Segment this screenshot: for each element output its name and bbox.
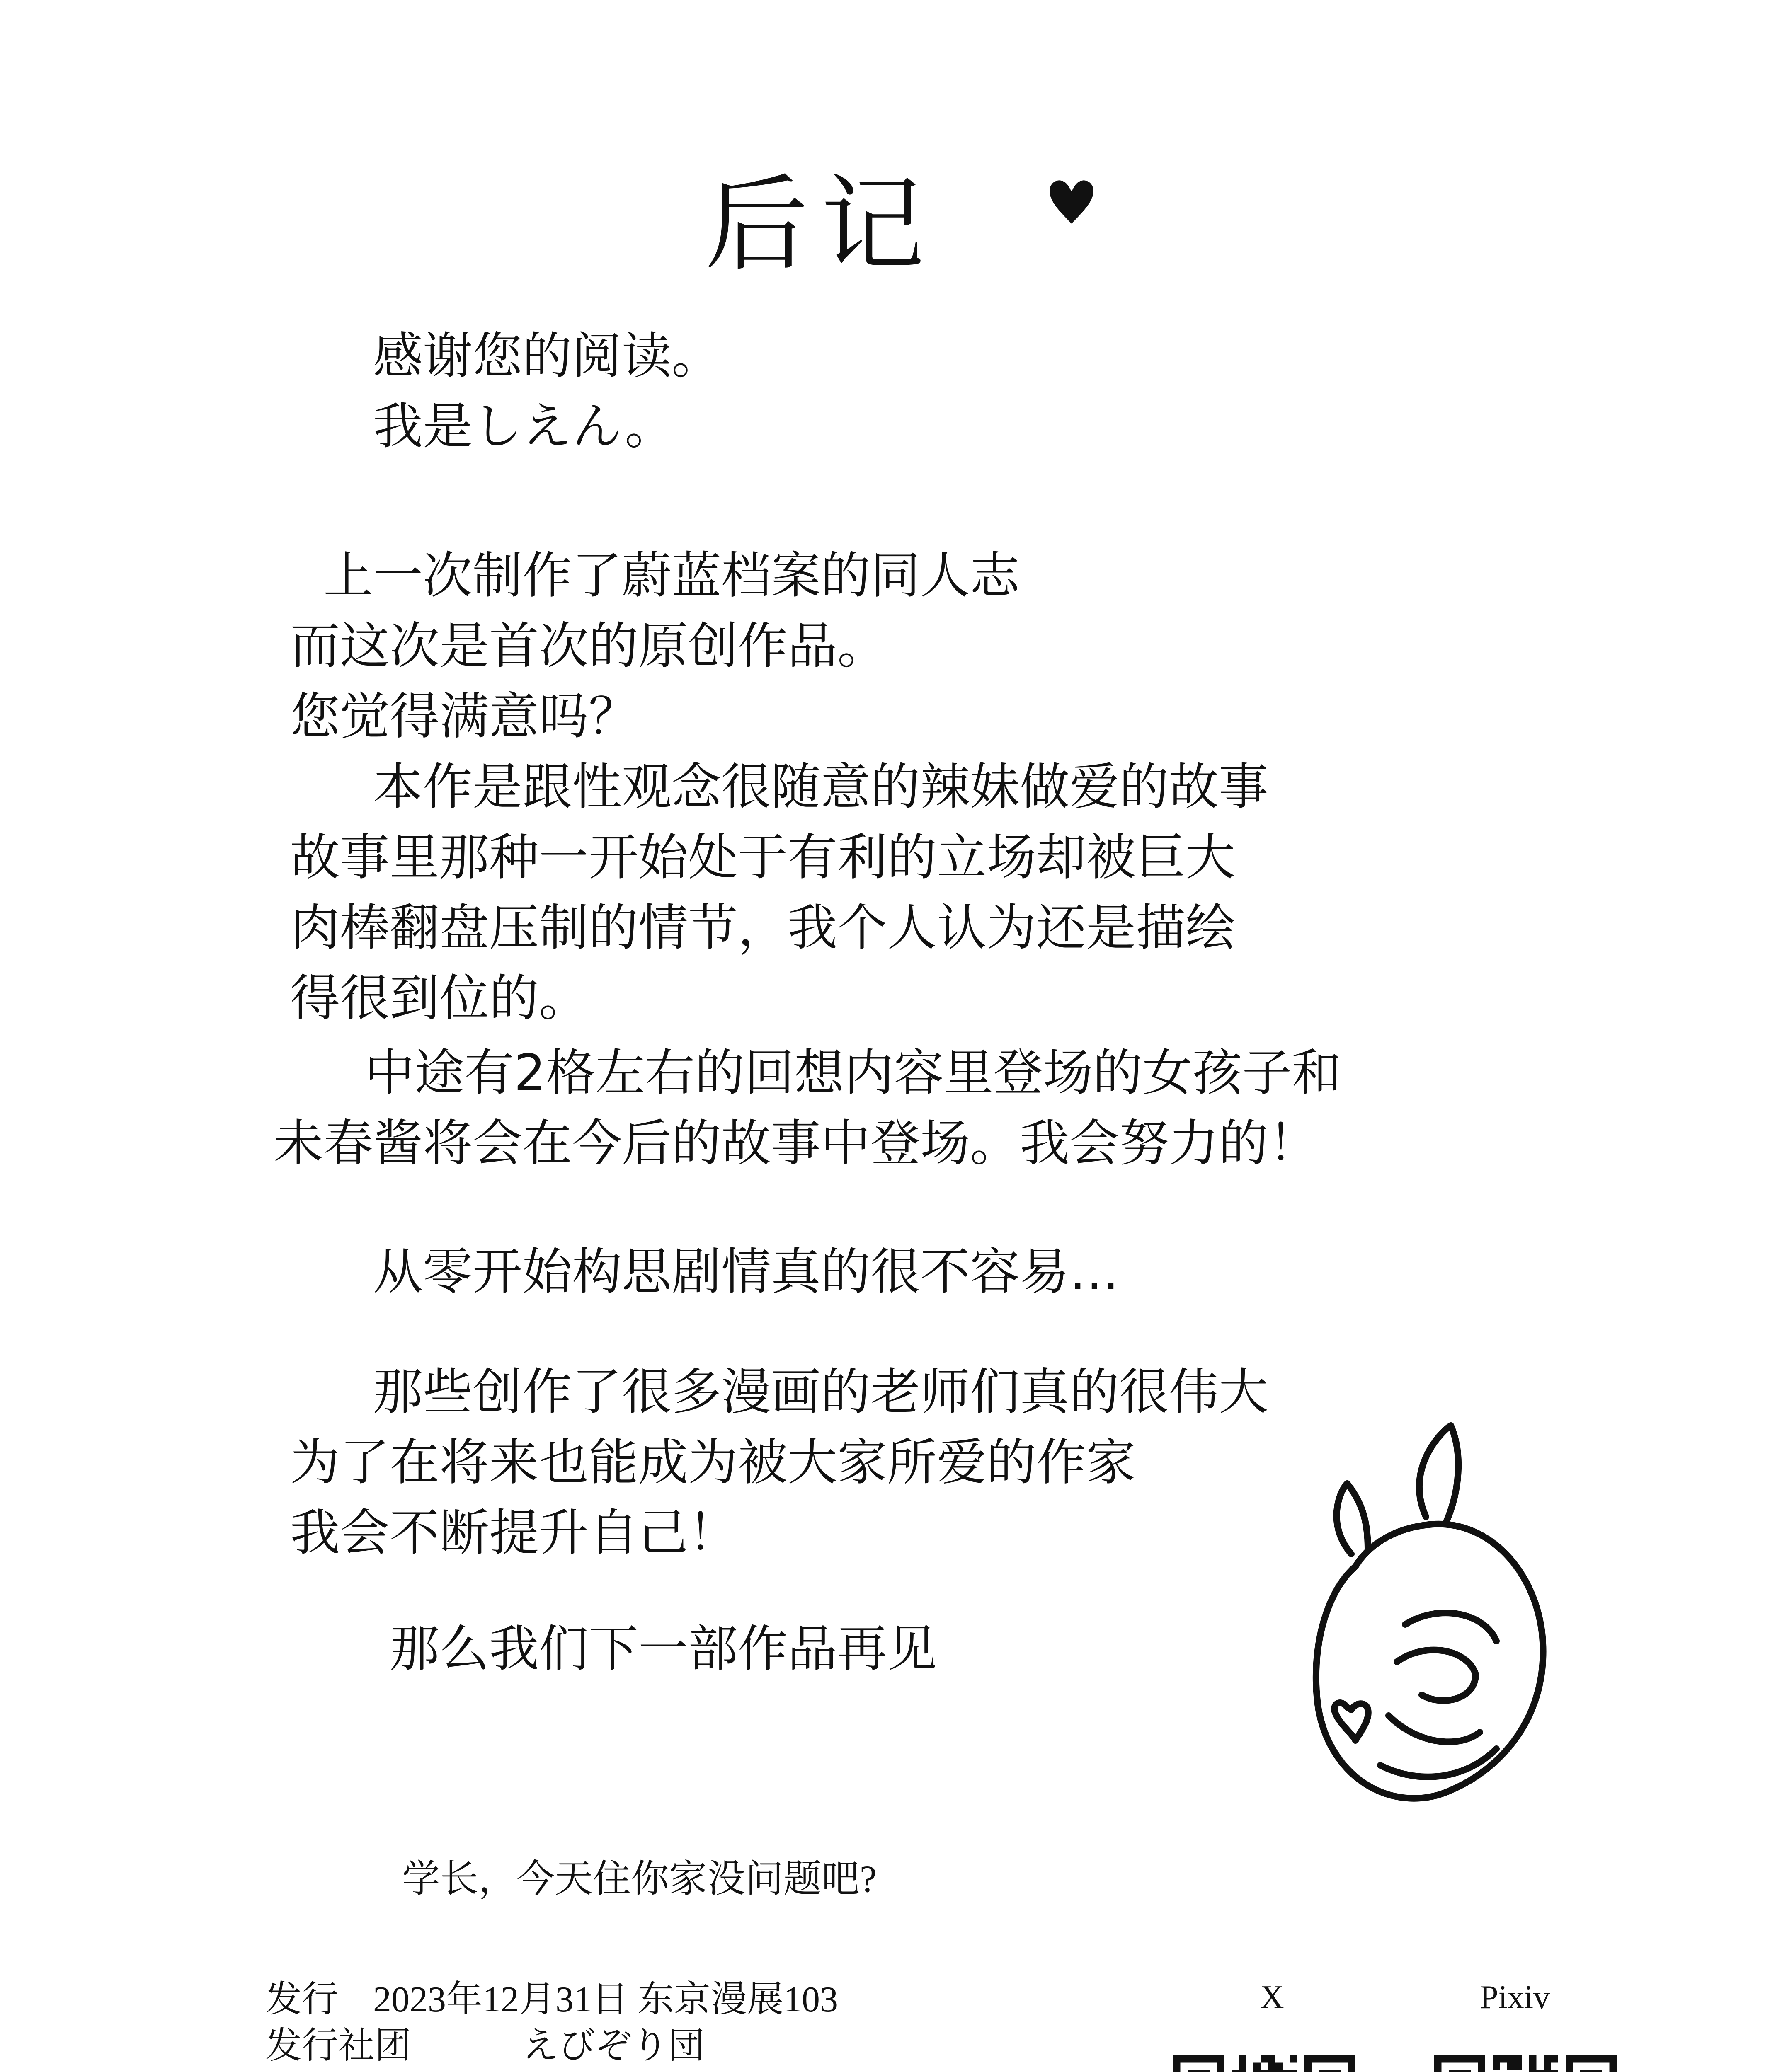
body-line: 本作是跟性观念很随意的辣妹做爱的故事 bbox=[373, 758, 1268, 816]
signature-doodle bbox=[1302, 1417, 1559, 1840]
body-line: 我会不断提升自己！ bbox=[290, 1504, 738, 1562]
body-line: 那么我们下一部作品再见 bbox=[390, 1620, 937, 1678]
work-title: 学长，今天住你家没问题吧? bbox=[402, 1858, 877, 1900]
pixiv-qr-code[interactable] bbox=[1434, 2055, 1617, 2072]
body-line: 故事里那种一开始处于有利的立场却被巨大 bbox=[290, 829, 1235, 886]
body-line: 上一次制作了蔚蓝档案的同人志 bbox=[323, 547, 1020, 605]
circle-label: 发行社团 bbox=[265, 2026, 412, 2066]
body-line: 中途有2格左右的回想内容里登场的女孩子和 bbox=[365, 1044, 1342, 1102]
release-label: 发行 bbox=[265, 1980, 339, 2020]
author-label bbox=[265, 2070, 338, 2072]
body-line: 那些创作了很多漫画的老师们真的很伟大 bbox=[373, 1363, 1268, 1421]
body-line: 得很到位的。 bbox=[290, 970, 589, 1027]
x-qr-code[interactable] bbox=[1173, 2055, 1355, 2072]
page-title: 后记 bbox=[705, 164, 937, 285]
body-line: 未春酱将会在今后的故事中登场。我会努力的！ bbox=[274, 1115, 1318, 1172]
pixiv-label: Pixiv bbox=[1480, 1979, 1550, 2016]
body-line: 我是しえん。 bbox=[373, 398, 675, 455]
body-line: 从零开始构思剧情真的很不容易… bbox=[373, 1243, 1119, 1301]
circle-value: えびぞり団 bbox=[522, 2026, 705, 2066]
body-line: 为了在将来也能成为被大家所爱的作家 bbox=[290, 1434, 1136, 1491]
author-value bbox=[415, 2070, 524, 2072]
body-line: 感谢您的阅读。 bbox=[373, 327, 721, 385]
body-line: 而这次是首次的原创作品。 bbox=[290, 617, 887, 675]
heart-icon bbox=[1045, 174, 1098, 228]
release-value: 2023年12月31日 东京漫展103 bbox=[373, 1980, 839, 2020]
body-line: 您觉得满意吗？ bbox=[290, 688, 638, 746]
body-line: 肉棒翻盘压制的情节，我个人认为还是描绘 bbox=[290, 899, 1235, 957]
x-label: X bbox=[1260, 1979, 1284, 2016]
